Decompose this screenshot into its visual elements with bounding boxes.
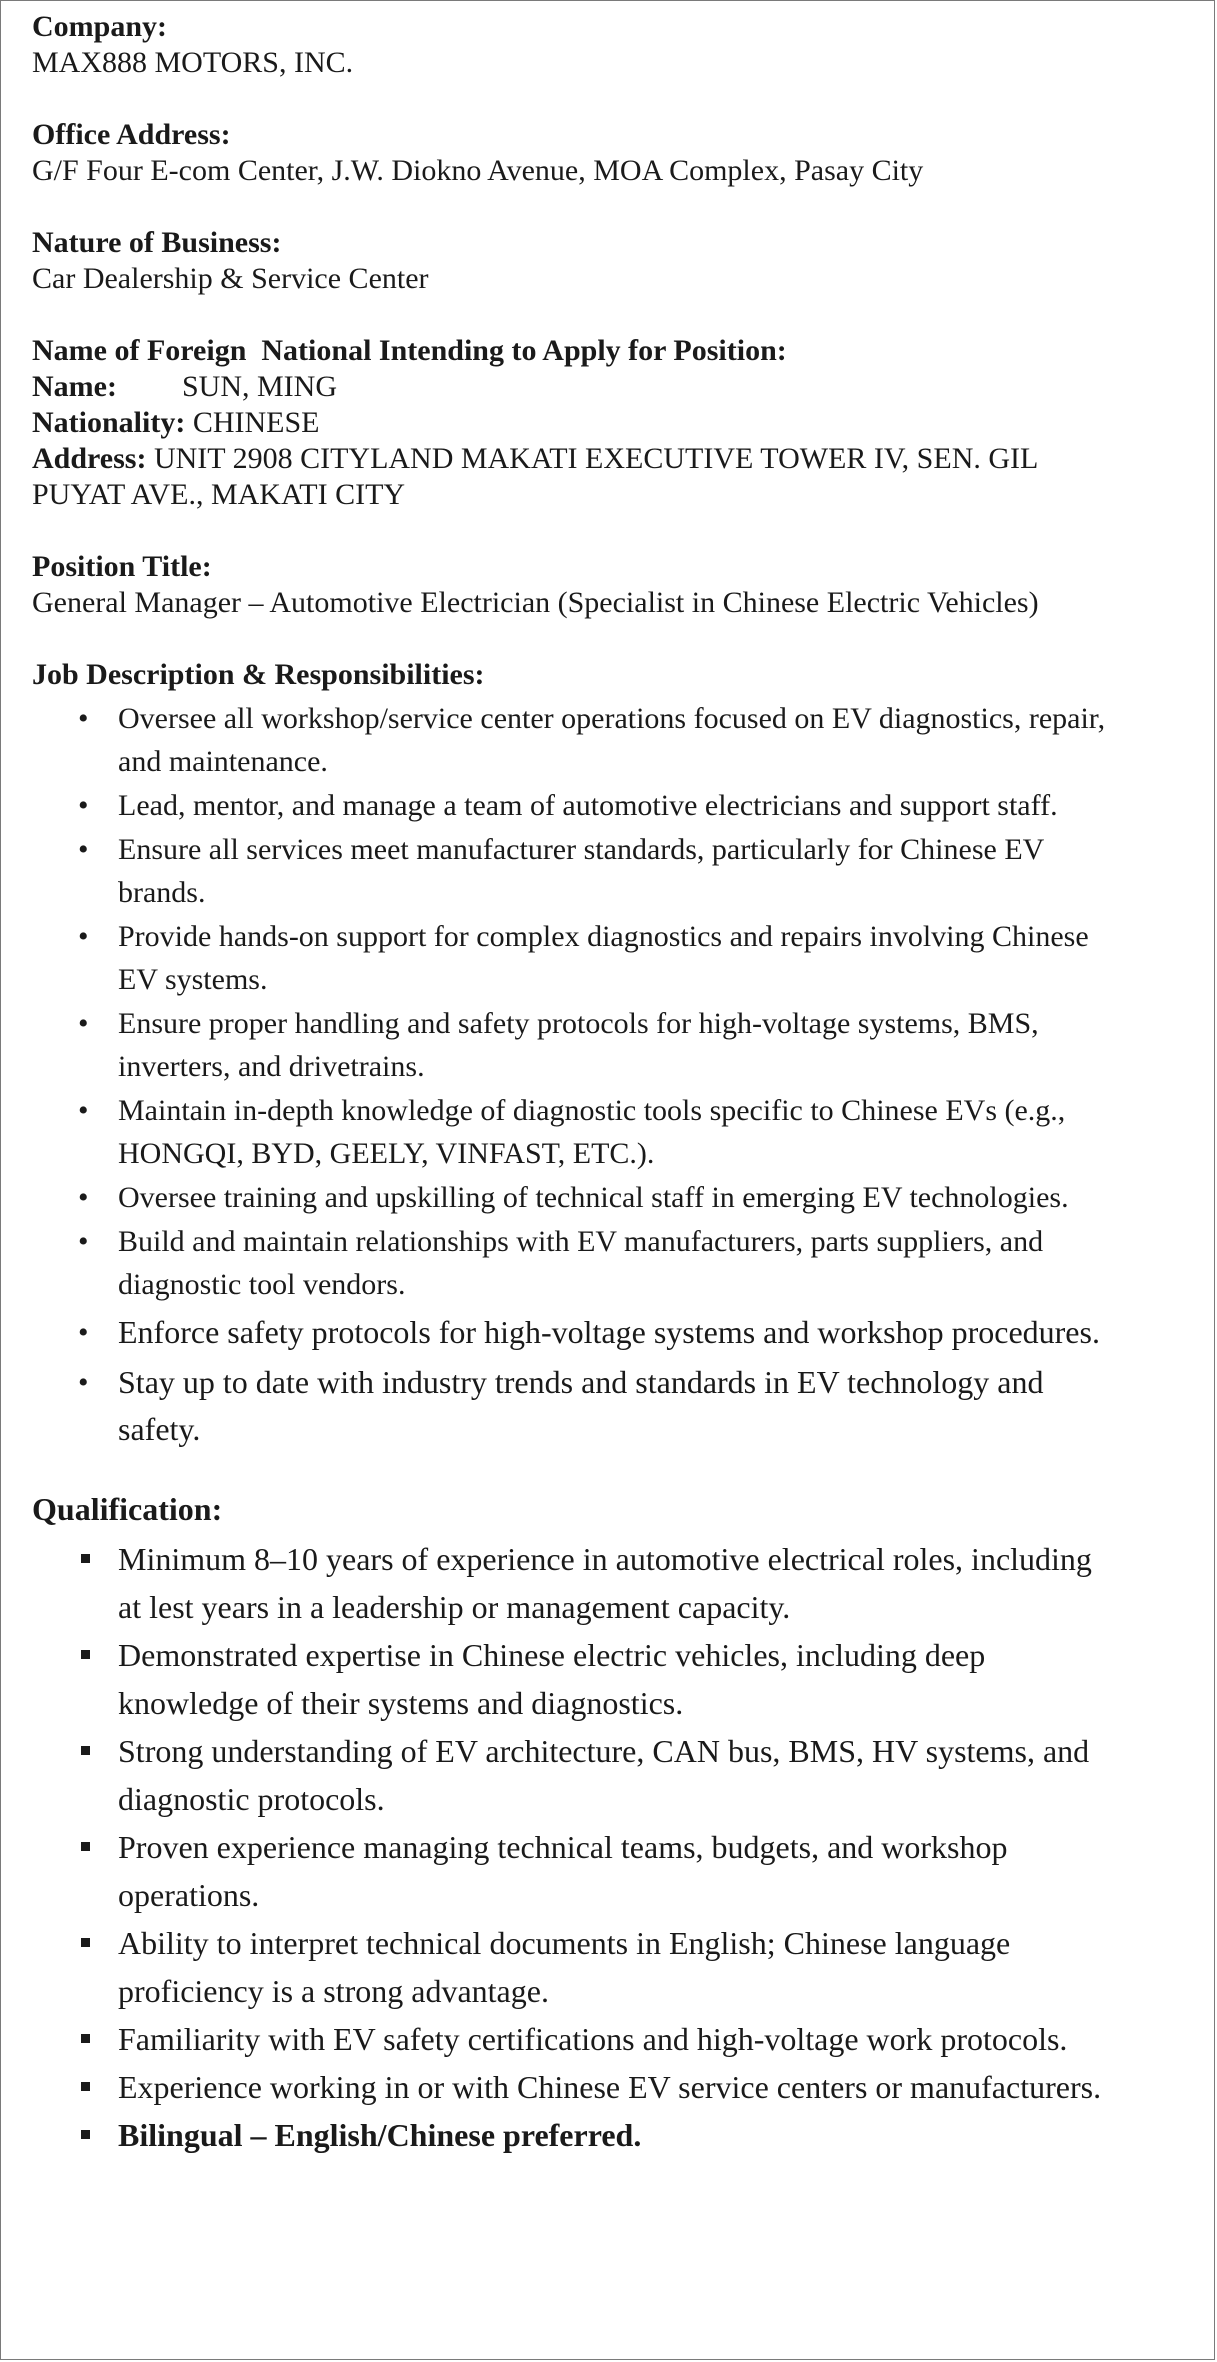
nature-of-business-section bbox=[32, 225, 1192, 297]
list-item: • Enforce safety protocols for high-voltage systems and workshop procedures. bbox=[32, 1309, 1168, 1356]
job-description-list bbox=[32, 697, 1152, 1453]
qualification-label: Qualification: bbox=[32, 1491, 223, 1527]
qualification-section bbox=[32, 1489, 1192, 2159]
address-label: Address: bbox=[32, 442, 147, 475]
name-row bbox=[32, 369, 1192, 405]
office-address-label: Office Address: bbox=[32, 118, 231, 151]
list-item: Ability to interpret technical documents in English; Chinese language proficiency is a strong advantage. bbox=[32, 1919, 1098, 2015]
company-label: Company: bbox=[32, 10, 168, 43]
foreign-national-section bbox=[32, 333, 1192, 513]
list-item: Familiarity with EV safety certifications and high-voltage work protocols. bbox=[32, 2015, 1168, 2063]
nature-of-business-label: Nature of Business: bbox=[32, 226, 282, 259]
name-label: Name: bbox=[32, 370, 117, 403]
nationality-label: Nationality: bbox=[32, 406, 186, 439]
job-description-section bbox=[32, 657, 1192, 1453]
list-item: • Ensure all services meet manufacturer standards, particularly for Chinese EV brands. bbox=[32, 828, 1128, 914]
nationality-row bbox=[32, 405, 1192, 441]
list-item: • Oversee training and upskilling of technical staff in emerging EV technologies. bbox=[32, 1176, 1128, 1219]
office-address-value: G/F Four E-com Center, J.W. Diokno Avenue, MOA Complex, Pasay City bbox=[32, 154, 924, 187]
address-row bbox=[32, 441, 1132, 513]
list-item: • Ensure proper handling and safety protocols for high-voltage systems, BMS, inverters, and drivetrains. bbox=[32, 1002, 1148, 1088]
company-section bbox=[32, 9, 1192, 81]
list-item: • Build and maintain relationships with EV manufacturers, parts suppliers, and diagnostic tool vendors. bbox=[32, 1220, 1158, 1306]
foreign-national-label: Name of Foreign National Intending to Apply for Position: bbox=[32, 334, 787, 367]
office-address-section bbox=[32, 117, 1192, 189]
list-item: Proven experience managing technical teams, budgets, and workshop operations. bbox=[32, 1823, 1098, 1919]
company-value: MAX888 MOTORS, INC. bbox=[32, 46, 354, 79]
nature-of-business-value: Car Dealership & Service Center bbox=[32, 262, 429, 295]
list-item: Experience working in or with Chinese EV service centers or manufacturers. bbox=[32, 2063, 1178, 2111]
list-item: • Provide hands-on support for complex diagnostics and repairs involving Chinese EV systems. bbox=[32, 915, 1128, 1001]
list-item: Strong understanding of EV architecture, CAN bus, BMS, HV systems, and diagnostic protocols. bbox=[32, 1727, 1118, 1823]
position-title-label: Position Title: bbox=[32, 550, 212, 583]
position-title-value: General Manager – Automotive Electrician (Specialist in Chinese Electric Vehicles) bbox=[32, 586, 1039, 619]
name-value: SUN, MING bbox=[181, 370, 337, 403]
nationality-value: CHINESE bbox=[192, 406, 320, 439]
list-item: • Lead, mentor, and manage a team of automotive electricians and support staff. bbox=[32, 784, 1128, 827]
list-item: • Stay up to date with industry trends and standards in EV technology and safety. bbox=[32, 1359, 1118, 1453]
list-item: • Maintain in-depth knowledge of diagnostic tools specific to Chinese EVs (e.g., HONGQI, BYD, GEELY, VINFAST, ETC.). bbox=[32, 1089, 1128, 1175]
list-item: • Oversee all workshop/service center operations focused on EV diagnostics, repair, and maintenance. bbox=[32, 697, 1148, 783]
document-content bbox=[32, 9, 1192, 2159]
address-value: UNIT 2908 CITYLAND MAKATI EXECUTIVE TOWER IV, SEN. GIL PUYAT AVE., MAKATI CITY bbox=[32, 442, 1038, 511]
job-description-label: Job Description & Responsibilities: bbox=[32, 658, 485, 691]
list-item: Minimum 8–10 years of experience in automotive electrical roles, including at lest years in a leadership or management capacity. bbox=[32, 1535, 1118, 1631]
list-item: Demonstrated expertise in Chinese electric vehicles, including deep knowledge of their systems and diagnostics. bbox=[32, 1631, 1078, 1727]
qualification-list bbox=[32, 1535, 1152, 2159]
position-title-section bbox=[32, 549, 1192, 621]
list-item: Bilingual – English/Chinese preferred. bbox=[32, 2111, 1118, 2159]
